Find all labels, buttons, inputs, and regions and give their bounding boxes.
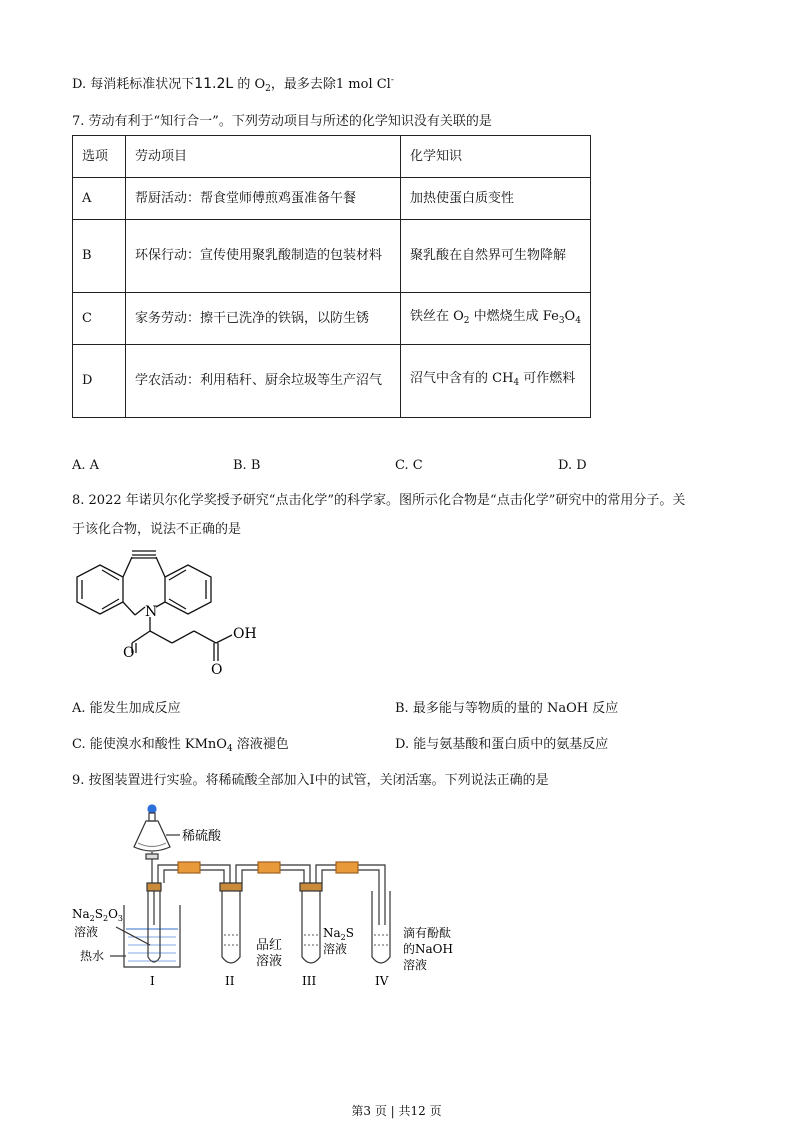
row-d-knowledge-pre: 沼气中含有的 CH [410, 371, 514, 386]
left-benzene-ring [77, 565, 123, 614]
row-c-project: 家务劳动：擦干已洗净的铁锅，以防生锈 [126, 293, 401, 345]
header-project: 劳动项目 [126, 136, 401, 178]
row-c-option: C [73, 293, 126, 345]
row-c-sub: 2 [463, 315, 470, 326]
label-iii: III [302, 974, 317, 988]
q8-option-c[interactable] [72, 733, 289, 754]
atom-n: N [145, 604, 158, 620]
q8-stem-line1: 8. 2022 年诺贝尔化学奖授予研究“点击化学”的科学家。图所示化合物是“点击化学”研究中的常用分子。关 [72, 493, 686, 508]
atom-o-ketone: O [123, 645, 135, 661]
rubber-tube-1 [178, 862, 200, 873]
label-naoh-solution: 溶液 [403, 958, 428, 972]
rubber-tube-2 [258, 862, 280, 873]
label-magenta: 品红 [256, 938, 283, 953]
q6-d-amount: 11.2L [194, 76, 234, 92]
row-b-project: 环保行动：宣传使用聚乳酸制造的包装材料 [126, 220, 401, 293]
row-c-knowledge-mid2: O [564, 308, 576, 324]
q6-d-o2-sub: 2 [265, 84, 271, 94]
atom-o-acid: O [211, 662, 223, 678]
row-a-option: A [73, 178, 126, 220]
row-b-option: B [73, 220, 126, 293]
q8-c-pre: C. 能使溴水和酸性 KMnO [72, 737, 227, 752]
row-a-knowledge: 加热使蛋白质变性 [401, 178, 591, 220]
table-row [73, 220, 591, 293]
q6-d-prefix: D. 每消耗标准状况下 [72, 77, 195, 92]
q9-apparatus-diagram [60, 795, 480, 995]
q6-option-d [72, 73, 394, 94]
q8-molecule-structure [60, 545, 280, 680]
row-c-knowledge-pre: 铁丝在 O [410, 308, 464, 324]
q6-d-cl-sup: - [390, 75, 394, 86]
row-c-knowledge [401, 293, 591, 345]
label-na2s2o3-solution: 溶液 [74, 925, 99, 939]
rubber-tube-3 [336, 862, 358, 873]
row-c-knowledge-mid: 中燃烧生成 Fe [469, 308, 559, 324]
q8-c-sub: 4 [226, 744, 233, 754]
q7-choice-d[interactable]: D. D [558, 458, 587, 473]
row-d-sub: 4 [513, 378, 520, 388]
table-row [73, 293, 591, 345]
q8-option-b[interactable]: B. 最多能与等物质的量的 NaOH 反应 [395, 701, 619, 716]
label-i: I [150, 974, 155, 988]
connector-iii-iv [316, 865, 385, 925]
q6-d-suffix: ，最多去除1 mol Cl [270, 77, 391, 92]
label-dilute-sulfuric-acid: 稀硫酸 [182, 829, 222, 844]
label-na2s-solution: 溶液 [323, 942, 348, 956]
row-d-project: 学农活动：利用秸秆、厨余垃圾等生产沼气 [126, 345, 401, 418]
label-hot-water: 热水 [80, 949, 105, 963]
row-d-option: D [73, 345, 126, 418]
row-d-knowledge-post: 可作燃料 [519, 371, 576, 386]
q8-c-post: 溶液褪色 [232, 737, 289, 752]
q7-choice-a[interactable]: A. A [72, 458, 100, 473]
row-c-sub2: 3 [558, 315, 565, 326]
row-d-knowledge [401, 345, 591, 418]
table-row [73, 345, 591, 418]
test-tube-iv [372, 891, 390, 963]
q8-option-a[interactable]: A. 能发生加成反应 [72, 701, 181, 716]
header-option: 选项 [73, 136, 126, 178]
header-knowledge: 化学知识 [401, 136, 591, 178]
stopcock [146, 854, 158, 859]
stopper-i [147, 883, 161, 891]
q7-choice-b[interactable]: B. B [233, 458, 261, 473]
right-benzene-ring [165, 565, 211, 614]
q7-choice-c[interactable]: C. C [395, 458, 423, 473]
label-ii: II [225, 974, 235, 988]
table-header-row [73, 136, 591, 178]
label-magenta-solution: 溶液 [256, 954, 283, 969]
q8-stem-line2: 于该化合物，说法不正确的是 [72, 522, 242, 537]
row-a-project: 帮厨活动：帮食堂师傅煎鸡蛋准备午餐 [126, 178, 401, 220]
funnel-stopper [148, 805, 156, 813]
stopper-ii [220, 883, 242, 891]
page-footer: 第3 页 | 共12 页 [351, 1104, 442, 1118]
q6-d-middle: 的 O [233, 77, 266, 92]
q9-stem: 9. 按图装置进行实验。将稀硫酸全部加入Ⅰ中的试管，关闭活塞。下列说法正确的是 [72, 773, 549, 788]
row-b-knowledge: 聚乳酸在自然界可生物降解 [401, 220, 591, 293]
test-tube-iii [302, 891, 320, 963]
label-iv: IV [375, 974, 389, 988]
q8-option-d[interactable]: D. 能与氨基酸和蛋白质中的氨基反应 [395, 737, 609, 752]
stopper-iii [300, 883, 322, 891]
label-naoh: 的NaOH [403, 942, 453, 956]
label-na2s: $Na_2S$ [323, 926, 354, 942]
label-phenolphthalein: 滴有酚酞 [403, 926, 452, 940]
test-tube-ii [222, 891, 240, 963]
atom-oh: OH [233, 626, 257, 642]
q7-stem: 7. 劳动有利于“知行合一”。下列劳动项目与所述的化学知识没有关联的是 [72, 114, 492, 129]
row-c-sub3: 4 [575, 315, 581, 326]
q7-table [72, 135, 591, 418]
label-na2s2o3: $Na_2S_2O_3$ [72, 907, 124, 923]
table-row [73, 178, 591, 220]
